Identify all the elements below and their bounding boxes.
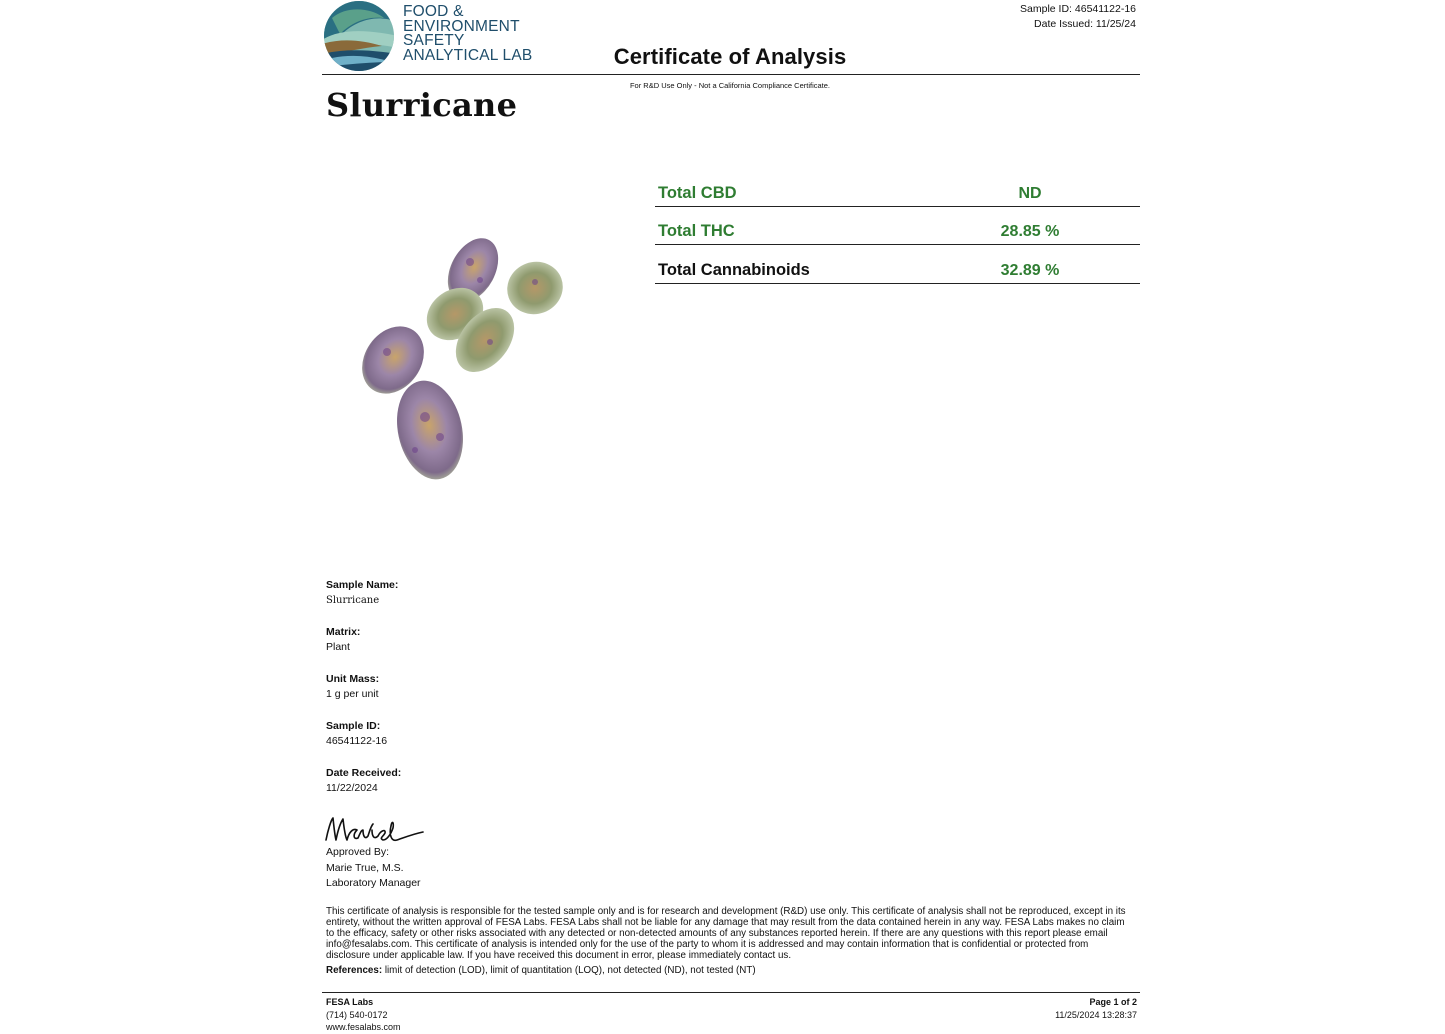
info-value: Plant bbox=[326, 641, 350, 653]
result-value: 28.85 % bbox=[1000, 223, 1060, 240]
approver-signature bbox=[323, 810, 433, 850]
result-row-total-cannabinoids bbox=[655, 245, 1140, 284]
logo-line: SAFETY bbox=[403, 32, 465, 50]
info-date-received bbox=[326, 767, 626, 814]
references-label: References: bbox=[326, 965, 383, 976]
cannabis-bud-image bbox=[345, 222, 595, 492]
footer-divider bbox=[322, 992, 1140, 993]
info-value: 11/22/2024 bbox=[326, 782, 378, 794]
header-divider bbox=[322, 74, 1140, 75]
footer-page-info bbox=[1055, 996, 1137, 1021]
result-value: 32.89 % bbox=[1000, 261, 1060, 279]
result-row-total-cbd bbox=[655, 168, 1140, 207]
info-label: Date Received: bbox=[326, 767, 402, 779]
footer-timestamp: 11/25/2024 13:28:37 bbox=[1055, 1009, 1137, 1020]
logo-line: ANALYTICAL LAB bbox=[403, 46, 533, 64]
header-meta bbox=[1020, 2, 1136, 32]
info-matrix bbox=[326, 626, 626, 673]
footer-page-number: Page 1 of 2 bbox=[1089, 997, 1137, 1007]
approver-role: Laboratory Manager bbox=[326, 877, 421, 889]
references bbox=[326, 965, 1126, 976]
compliance-disclaimer: For R&D Use Only - Not a California Compliance Certificate. bbox=[629, 81, 831, 90]
sample-title: Slurricane bbox=[326, 86, 518, 124]
results-summary bbox=[655, 168, 1140, 284]
footer-phone: (714) 540-0172 bbox=[326, 1009, 388, 1020]
result-label: Total CBD bbox=[658, 183, 737, 202]
result-label: Total Cannabinoids bbox=[658, 260, 810, 279]
info-value: Slurricane bbox=[326, 595, 380, 606]
sample-info bbox=[326, 579, 626, 814]
info-label: Sample Name: bbox=[326, 579, 399, 591]
references-text: limit of detection (LOD), limit of quantitation (LOQ), not detected (ND), not tested (NT) bbox=[382, 965, 756, 976]
info-label: Unit Mass: bbox=[326, 673, 380, 685]
approver-name: Marie True, M.S. bbox=[326, 861, 404, 874]
footer-contact bbox=[326, 996, 401, 1034]
document-title: Certificate of Analysis bbox=[613, 44, 847, 69]
result-value: ND bbox=[1018, 184, 1042, 202]
approved-by-label: Approved By: bbox=[326, 846, 390, 858]
info-value: 1 g per unit bbox=[326, 688, 379, 700]
result-label: Total THC bbox=[658, 222, 735, 240]
lab-logo-icon bbox=[322, 0, 398, 72]
lab-logo-text bbox=[403, 5, 532, 63]
info-label: Sample ID: bbox=[326, 720, 381, 732]
logo-line: ENVIRONMENT bbox=[403, 17, 520, 35]
result-row-total-thc bbox=[655, 207, 1140, 246]
approval-block bbox=[326, 845, 421, 892]
signature-image bbox=[323, 810, 433, 850]
logo-line: FOOD & bbox=[403, 3, 464, 20]
info-label: Matrix: bbox=[326, 626, 361, 638]
header-date-issued: Date Issued: 11/25/24 bbox=[1034, 18, 1136, 30]
info-sample-name bbox=[326, 579, 626, 626]
info-value: 46541122-16 bbox=[326, 735, 388, 747]
product-photo bbox=[345, 222, 595, 492]
info-unit-mass bbox=[326, 673, 626, 720]
header-sample-id: Sample ID: 46541122-16 bbox=[1020, 3, 1136, 15]
info-sample-id bbox=[326, 720, 626, 767]
footer-company: FESA Labs bbox=[326, 997, 374, 1007]
footer-website[interactable]: www.fesalabs.com bbox=[326, 1022, 401, 1032]
legal-disclaimer: This certificate of analysis is responsible for the tested sample only and is for research and development (R&D) use only. This certificate of analysis shall not be reproduced, except in its entirety, without the written approval of FESA Labs. FESA Labs shall not be liable for any damage that may result from the data contained herein in any way. FESA Labs makes no claim to the efficacy, safety or other risks associated with any detected or non-detected amounts of any substances reported herein. If there are any questions with this report please email info@fesalabs.com. This certificate of analysis is intended only for the use of the party to whom it is addressed and may contain information that is confidential or protected from disclosure under applicable law. If you have received this document in error, please immediately contact us. bbox=[326, 906, 1126, 961]
lab-logo bbox=[322, 0, 552, 72]
